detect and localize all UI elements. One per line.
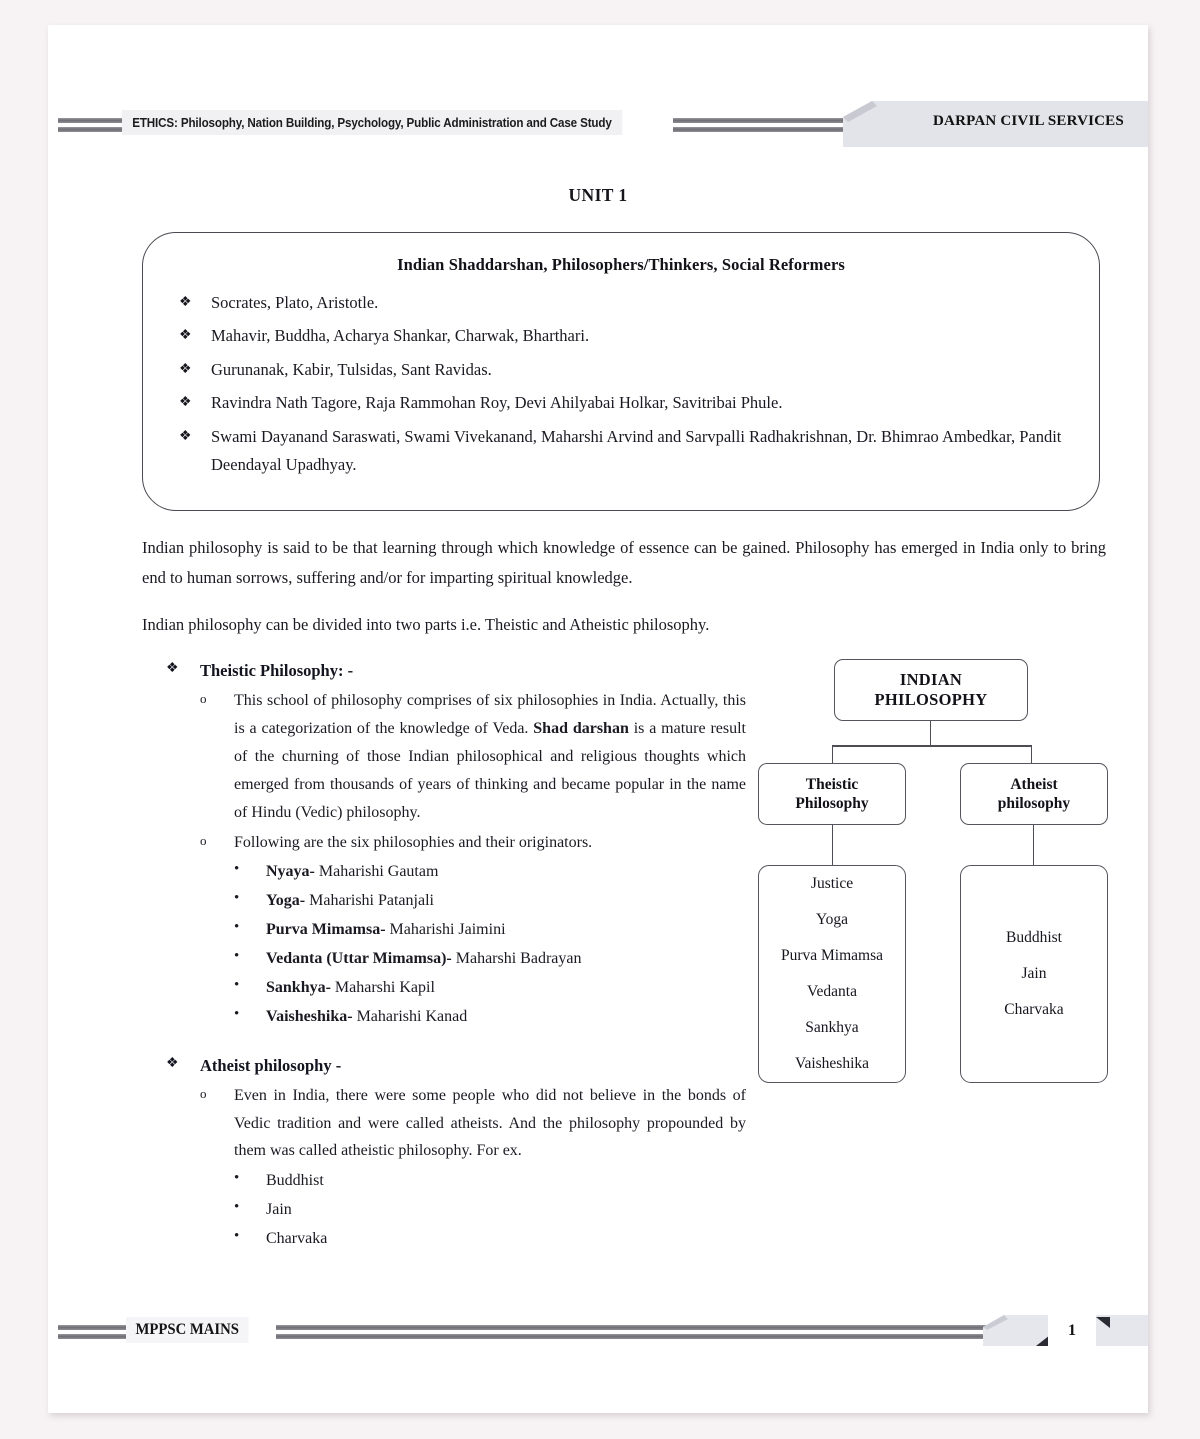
philosophy-entry [266, 1004, 746, 1030]
callout-title: Indian Shaddarshan, Philosophers/Thinkers, Social Reformers [397, 255, 845, 274]
node-line-2: Philosophy [795, 795, 869, 813]
philosophy-entry [266, 975, 746, 1001]
connector-root-down [930, 721, 931, 746]
list-item-text: Swami Dayanand Saraswati, Swami Vivekanand, Maharshi Arvind and Sarvpalli Radhakrishnan, Dr. Bhimrao Ambedkar, Pandit Deendayal Upadhyay. [211, 426, 1062, 474]
flowchart-leaf-atheist-schools [960, 865, 1108, 1083]
atheist-heading-text: Atheist philosophy - [200, 1055, 342, 1075]
node-line-2: PHILOSOPHY [874, 690, 988, 710]
list-item-text: Ravindra Nath Tagore, Raja Rammohan Roy, Devi Ahilyabai Holkar, Savitribai Phule. [211, 393, 783, 413]
theistic-point-1-post: is a mature result of the churning of those Indian philosophical and religious thoughts which emerged from thousands of years of thinking and became popular in the name of Hindu (Vedic) philosophy. [234, 720, 746, 821]
diamond-bullet-icon: ❖ [179, 428, 192, 444]
philosophy-name: Vaisheshika- [266, 1007, 353, 1025]
list-item-text: Gurunanak, Kabir, Tulsidas, Sant Ravidas. [211, 359, 492, 379]
theistic-point-2 [166, 829, 746, 857]
list-item [166, 946, 746, 972]
leaf-entry: Yoga [815, 911, 849, 929]
list-item [173, 423, 1069, 480]
list-item [166, 975, 746, 1001]
diamond-bullet-icon: ❖ [166, 661, 179, 677]
dot-bullet-icon: • [234, 976, 240, 993]
philosophy-originator: Maharshi Badrayan [451, 950, 582, 968]
page-footer [48, 1307, 1148, 1353]
leaf-entry: Sankhya [805, 1019, 859, 1037]
leaf-entry: Vaisheshika [794, 1055, 870, 1073]
philosophy-originator: Maharshi Kapil [330, 978, 435, 996]
theistic-heading [166, 657, 746, 685]
philosophy-name: Vedanta (Uttar Mimamsa)- [266, 950, 452, 968]
text-column [166, 653, 746, 1252]
atheist-example: Charvaka [266, 1230, 328, 1248]
diamond-bullet-icon: ❖ [179, 361, 192, 377]
leaf-entry: Purva Mimamsa [780, 947, 884, 965]
page-number-triangle-right-icon [1096, 1317, 1110, 1328]
theistic-point-1-text [234, 687, 746, 826]
six-philosophies-list [166, 859, 746, 1029]
philosophy-entry [266, 859, 746, 885]
indian-philosophy-flowchart [738, 653, 1128, 1133]
dot-bullet-icon: • [234, 1005, 240, 1022]
flowchart-node-indian-philosophy [834, 659, 1028, 721]
philosophy-name: Sankhya- [266, 978, 331, 996]
document-page [48, 25, 1148, 1413]
header-brand-name: DARPAN CIVIL SERVICES [933, 113, 1124, 129]
header-subject-title: ETHICS: Philosophy, Nation Building, Psychology, Public Administration and Case Study [122, 110, 622, 135]
philosophy-entry [266, 888, 746, 914]
philosophy-name: Yoga- [266, 892, 306, 910]
connector-to-theistic [832, 745, 833, 764]
connector-theistic-to-leaves [832, 825, 833, 866]
shad-darshan-term: Shad darshan [533, 720, 629, 738]
list-item [166, 888, 746, 914]
connector-to-atheist [1031, 745, 1032, 764]
page-header [48, 101, 1148, 147]
dot-bullet-icon: • [234, 919, 240, 936]
atheist-point-1-text: Even in India, there were some people who did not believe in the bonds of Vedic tradition and were called atheists. And the philosophy propounded by them was called atheistic philosophy. For ex. [234, 1086, 746, 1160]
node-line-2: philosophy [997, 795, 1071, 813]
list-item [166, 1197, 746, 1223]
dot-bullet-icon: • [234, 861, 240, 878]
list-item [173, 356, 1069, 384]
footer-exam-label: MPPSC MAINS [126, 1317, 248, 1343]
flowchart-node-atheist-philosophy [960, 763, 1108, 825]
theistic-point-2-text: Following are the six philosophies and their originators. [234, 833, 593, 851]
list-item [166, 859, 746, 885]
list-item [166, 1168, 746, 1194]
theistic-heading-text: Theistic Philosophy: - [200, 661, 354, 681]
atheist-point-1 [166, 1082, 746, 1165]
footer-rule-mid-bottom [276, 1334, 988, 1339]
leaf-entry: Buddhist [1006, 929, 1062, 947]
atheist-section [166, 1052, 746, 1252]
connector-horizontal-bus [832, 745, 1032, 746]
node-line-1: Atheist [1010, 775, 1058, 793]
diamond-bullet-icon: ❖ [166, 1055, 179, 1071]
page-number: 1 [1048, 1315, 1096, 1346]
footer-rule-left-bottom [58, 1334, 136, 1339]
atheist-heading [166, 1052, 746, 1080]
philosophy-entry [266, 946, 746, 972]
philosophy-originator: Maharishi Kanad [352, 1007, 468, 1025]
node-line-1: INDIAN [899, 669, 963, 689]
leaf-entry: Charvaka [1004, 1001, 1064, 1019]
philosophy-name: Nyaya- [266, 863, 315, 881]
content-columns [48, 653, 1148, 1248]
atheist-examples-list [166, 1168, 746, 1252]
dot-bullet-icon: • [234, 1199, 240, 1216]
diamond-bullet-icon: ❖ [179, 328, 192, 344]
footer-rule-mid-top [276, 1325, 988, 1330]
header-rule-mid-top [673, 118, 848, 123]
leaf-entry: Vedanta [807, 983, 857, 1001]
philosophy-name: Purva Mimamsa- [266, 921, 386, 939]
list-item [166, 1226, 746, 1252]
list-item [173, 289, 1069, 317]
list-item [173, 322, 1069, 350]
node-line-1: Theistic [805, 775, 859, 793]
leaf-entry: Justice [810, 875, 854, 893]
circle-bullet-icon: o [200, 691, 207, 707]
page-body [48, 165, 1148, 1248]
philosophy-originator: Maharishi Gautam [314, 863, 439, 881]
dot-bullet-icon: • [234, 890, 240, 907]
diamond-bullet-icon: ❖ [179, 395, 192, 411]
philosophy-entry [266, 917, 746, 943]
dot-bullet-icon: • [234, 948, 240, 965]
intro-paragraph-2: Indian philosophy can be divided into two parts i.e. Theistic and Atheistic philosophy. [142, 614, 710, 634]
diamond-bullet-icon: ❖ [179, 295, 192, 310]
list-item [173, 389, 1069, 417]
theistic-point-1 [166, 687, 746, 826]
connector-atheist-to-leaves [1033, 825, 1034, 866]
list-item-text: Socrates, Plato, Aristotle. [211, 293, 379, 312]
flowchart-node-theistic-philosophy [758, 763, 906, 825]
dot-bullet-icon: • [234, 1170, 240, 1187]
philosophy-originator: Maharishi Jaimini [385, 921, 506, 939]
syllabus-callout-box [142, 232, 1100, 511]
flowchart-leaf-theistic-schools [758, 865, 906, 1083]
list-item [166, 917, 746, 943]
circle-bullet-icon: o [200, 832, 207, 848]
philosophy-originator: Maharishi Patanjali [305, 892, 434, 910]
dot-bullet-icon: • [234, 1228, 240, 1245]
footer-rule-left-top [58, 1325, 136, 1330]
callout-list [173, 289, 1069, 479]
atheist-example: Buddhist [266, 1172, 324, 1190]
list-item [166, 1004, 746, 1030]
leaf-entry: Jain [1021, 965, 1047, 983]
theistic-point-1-pre: This school of philosophy comprises of six philosophies in India. Actually, this is a categorization of the knowledge of Veda. [234, 692, 746, 738]
header-rule-mid-bottom [673, 127, 848, 132]
atheist-example: Jain [266, 1201, 292, 1219]
circle-bullet-icon: o [200, 1085, 207, 1101]
list-item-text: Mahavir, Buddha, Acharya Shankar, Charwak, Bharthari. [211, 326, 590, 346]
intro-paragraph-1: Indian philosophy is said to be that learning through which knowledge of essence can be gained. Philosophy has emerged in India only to bring end to human sorrows, suffering and/or for imparting spiritual knowledge. [142, 538, 1106, 587]
unit-heading: UNIT 1 [568, 185, 628, 205]
